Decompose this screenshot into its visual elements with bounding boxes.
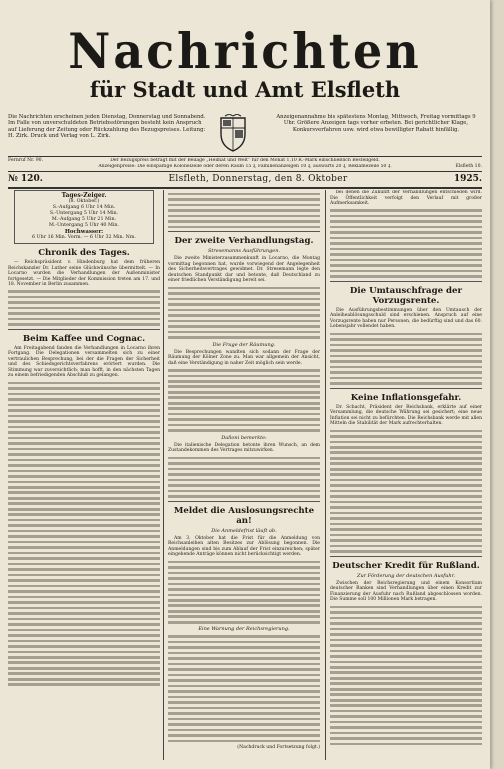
tageszeiger-line: S.-Untergang 5 Uhr 14 Min. bbox=[49, 211, 119, 216]
article-kicker: Die Anmeldefrist läuft ab. bbox=[211, 527, 277, 534]
phone-label: Fernruf Nr. 90. bbox=[8, 158, 44, 163]
issue-date: Elsfleth, Donnerstag, den 8. Oktober bbox=[168, 174, 348, 184]
coat-of-arms-icon bbox=[213, 114, 253, 154]
tageszeiger-box bbox=[14, 190, 154, 244]
divider bbox=[330, 281, 482, 282]
chronik-heading: Chronik des Tages. bbox=[38, 248, 130, 258]
article-heading: Deutscher Kredit für Rußland. bbox=[332, 560, 480, 571]
column-1 bbox=[8, 190, 160, 760]
divider bbox=[168, 231, 320, 232]
article-subhead: Eine Warnung der Reichsregierung. bbox=[198, 626, 290, 633]
newspaper-title: Nachrichten bbox=[68, 22, 422, 80]
article-kicker: Zur Förderung der deutschen Ausfuhr. bbox=[356, 572, 456, 579]
text-block bbox=[168, 369, 320, 432]
tageszeiger-line: M.-Untergang 5 Uhr 40 Min. bbox=[48, 223, 120, 228]
column-divider bbox=[325, 190, 326, 760]
divider bbox=[8, 329, 160, 330]
article-kicker: Stresemanns Ausführungen. bbox=[207, 248, 281, 255]
subscription-price: Der Bezugspreis beträgt mit der Beilage „Heimat und Welt“ für den Monat 1,10 R.-Mark einschließlich Bestellgeld. bbox=[110, 158, 380, 163]
text-block bbox=[330, 333, 482, 385]
tageszeiger-line: S.-Aufgang 6 Uhr 14 Min. bbox=[52, 205, 116, 210]
text-block bbox=[168, 635, 320, 742]
article-subhead: Die Frage der Räumung. bbox=[212, 341, 276, 348]
article-text: Die zweite Ministerzusammenkunft in Locarno, die Montag vormittag begonnen hat, wurde vorwiegend der Angelegenheit des Sicherheitsvertrages gewidmet. Dr. Stresemann legte den deutschen Standpunkt dar und betonte, daß Deutschland zu einer friedlichen Verständigung bereit sei. bbox=[168, 256, 320, 284]
article-text: Am 3. Oktober hat die Frist für die Anmeldung von Reichsanleihen alten Besitzes zur Ablösung begonnen. Die Anmeldungen sind bis zum Ablauf der Frist einzureichen; später eingehende Anträge können nicht berücksichtigt werden. bbox=[168, 535, 320, 558]
text-block bbox=[168, 193, 320, 229]
divider bbox=[8, 187, 482, 189]
dateline bbox=[8, 172, 482, 186]
tageszeiger-date: (8. Oktober.) bbox=[68, 199, 100, 204]
tageszeiger-title: Tages-Zeiger. bbox=[61, 192, 107, 199]
column-divider bbox=[163, 190, 164, 760]
issue-year: 1925. bbox=[453, 174, 482, 184]
masthead bbox=[8, 22, 482, 108]
text-block bbox=[330, 606, 482, 746]
divider bbox=[8, 156, 482, 157]
article-text: Die Besprechungen wandten sich sodann der Frage der Räumung der Kölner Zone zu. Man war allgemein der Ansicht, daß eine Verständigung in naher Zeit möglich sein werde. bbox=[168, 349, 320, 366]
article-heading: Der zweite Verhandlungstag. bbox=[174, 236, 314, 247]
info-row bbox=[8, 114, 482, 154]
hochwasser-title: Hochwasser: bbox=[64, 229, 104, 235]
tageszeiger-line: M.-Aufgang 5 Uhr 21 Min. bbox=[51, 217, 117, 222]
hochwasser-line: 6 Uhr 16 Min. Vorm. — 6 Uhr 32 Min. Nm. bbox=[32, 235, 136, 240]
divider bbox=[168, 501, 320, 502]
article-text: bei denen die Zukunft der Verhandlungen entschieden wird. Die Öffentlichkeit verfolgt den Verlauf mit großer Aufmerksamkeit. bbox=[330, 190, 482, 206]
article-heading: Die Umtauschfrage der Vorzugsrente. bbox=[349, 285, 463, 306]
issue-number: № 120. bbox=[8, 174, 43, 184]
article-text: Am Freitagabend fanden die Verhandlungen in Locarno ihren Fortgang. Die Delegationen versammelten sich zu einer vertraulichen Besprechung, bei der die Fragen der Sicherheit und des Schiedsgerichtsverfahrens erörtert wurden. Die Stimmung war zuversichtlich; man hofft, in den nächsten Tagen zu einem befriedigenden Abschluß zu gelangen. bbox=[8, 345, 160, 379]
text-block bbox=[168, 457, 320, 498]
text-block bbox=[330, 209, 482, 277]
article-heading: Keine Inflationsgefahr. bbox=[350, 392, 462, 403]
article-text: Dr. Schacht, Präsident der Reichsbank, erklärte auf einer Versammlung, die deutsche Währung sei gesichert; eine neue Inflation sei nicht zu befürchten. Die Reichsbank werde mit allen Mitteln die Stabilität der Mark aufrechterhalten. bbox=[330, 404, 482, 427]
newspaper-subtitle: für Stadt und Amt Elsfleth bbox=[89, 77, 401, 102]
divider bbox=[330, 556, 482, 557]
text-block bbox=[168, 561, 320, 624]
divider bbox=[330, 388, 482, 389]
article-heading: Beim Kaffee und Cognac. bbox=[22, 333, 146, 344]
article-heading: Meldet die Auslosungsrechte an! bbox=[173, 505, 315, 526]
article-text: Die Ausführungsbestimmungen über den Umtausch der Anleiheablösungsschuld sind erschienen. Anspruch auf eine Vorzugsrente haben nur Personen, die bedürftig sind und das 60. Lebensjahr vollendet haben. bbox=[330, 307, 482, 330]
text-block bbox=[330, 430, 482, 553]
column-3 bbox=[330, 190, 482, 760]
article-subhead: Dalloni bemerkte: bbox=[221, 434, 267, 441]
publication-info: Die Nachrichten erscheinen jeden Dienstag, Donnerstag und Sonnabend. Im Falle von unverschuldeten Betriebsstörungen besteht kein Anspruch auf Lieferung der Zeitung oder Rückzahlung des Bezugspreises. Leitung: H. Zirk. Druck und Verlag von L. Zirk. bbox=[8, 114, 206, 140]
article-text: Zwischen der Reichsregierung und einem Konsortium deutscher Banken sind Verhandlungen über einen Kredit zur Finanzierung der Ausfuhr nach Rußland abgeschlossen worden. Die Summe soll 100 Millionen Mark betragen. bbox=[330, 580, 482, 603]
text-block bbox=[168, 287, 320, 339]
ad-prices: Anzeigenpreise: Die einspaltige Kolonelzeile oder deren Raum 15 ₰, Familienanzeigen 10 ₰, auswärts 20 ₰, Reklamezeile 50 ₰. bbox=[98, 164, 392, 169]
text-block bbox=[8, 290, 160, 326]
advertising-info: Anzeigenannahme bis spätestens Montag, Mittwoch, Freitag vormittags 9 Uhr. Größere Anzeigen tags vorher erbeten. Bei gerichtlicher Klage, Konkursverfahren usw. wird etwa bewilligter Rabatt hinfällig. bbox=[276, 114, 476, 133]
text-block bbox=[8, 382, 160, 686]
article-text: Die italienische Delegation betonte ihren Wunsch, an dem Zustandekommen des Vertrages mitzuwirken. bbox=[168, 442, 320, 454]
chronik-text: — Reichspräsident v. Hindenburg hat dem früheren Reichskanzler Dr. Luther seine Glückwünsche übermittelt. — In Locarno wurden die Verhandlungen der Außenminister fortgesetzt. — Die Mitglieder der Kommission treten am 17. und 18. November in Berlin zusammen. bbox=[8, 260, 160, 287]
column-2 bbox=[168, 190, 320, 760]
postal-label: Elsfleth 10. bbox=[455, 164, 482, 169]
continuation-note: (Nachdruck und Fortsetzung folgt.) bbox=[237, 744, 320, 750]
